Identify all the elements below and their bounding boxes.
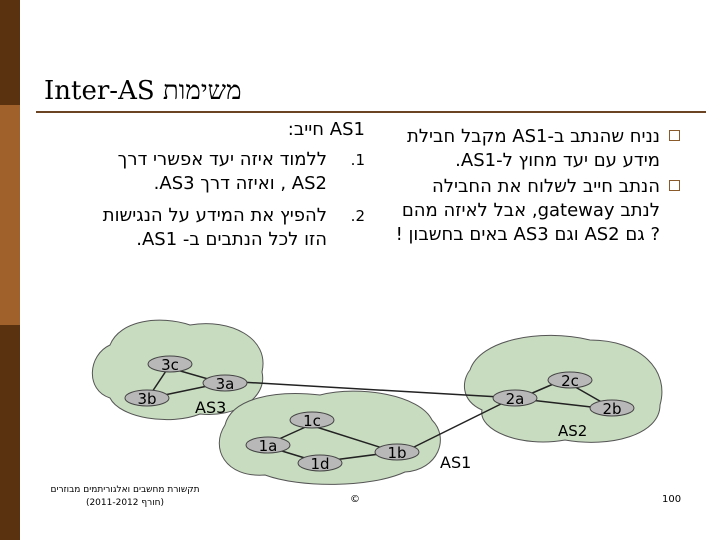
router-label: 2a — [505, 390, 525, 408]
router-label: 3a — [215, 375, 235, 393]
router-label: 3c — [161, 356, 179, 374]
item-number: 1. — [350, 151, 365, 169]
bullet-text: נניח שהנתב ב-AS1 מקבל חבילת מידע עם יעד מחוץ ל-AS1. — [406, 126, 660, 171]
footer-course — [20, 484, 230, 510]
router-label: 1d — [310, 455, 330, 473]
router-label: 1c — [303, 412, 321, 430]
page-number: 100 — [662, 494, 682, 505]
router-label: 2c — [561, 372, 579, 390]
router-label: 2b — [602, 400, 622, 418]
item-text: להפיץ את המידע על הנגישות הזו לכל הנתבים ב- AS1. — [102, 205, 327, 250]
slide-title: Inter-AS משימות — [44, 76, 242, 106]
as2-label: AS2 — [558, 422, 588, 440]
footer-course-name: תקשורת מחשבים ואלגוריתמים מבוזרים — [50, 485, 200, 495]
as3-label: AS3 — [195, 398, 227, 417]
footer-course-term: (חורף 2011-2012) — [85, 498, 165, 508]
router-label: 1b — [387, 444, 407, 462]
router-label: 1a — [258, 437, 278, 455]
router-label: 3b — [137, 390, 157, 408]
item-text: ללמוד איזה יעד אפשרי דרך AS2 , ואיזה דרך AS3. — [117, 149, 327, 194]
bullet-text: הנתב חייב לשלוח את החבילה לנתב gateway, אבל לאיזה מהם ? גם AS2 וגם AS3 באים בחשבון ! — [395, 176, 660, 245]
footer-copyright: © — [350, 494, 360, 505]
requirements-heading: AS1 חייב: — [287, 119, 365, 140]
as1-label: AS1 — [440, 453, 472, 472]
item-number: 2. — [350, 207, 365, 225]
